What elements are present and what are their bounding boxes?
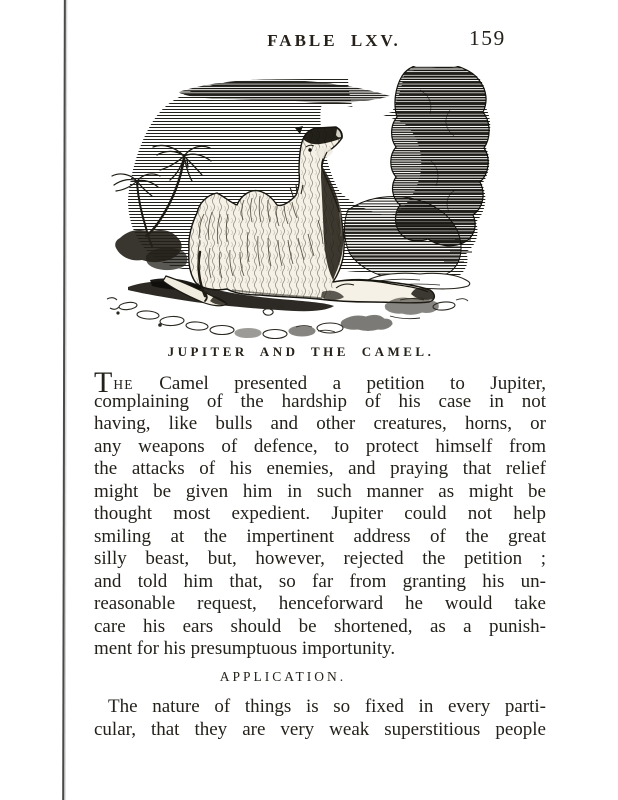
fable-line: any weapons of defence, to protect himself from — [94, 435, 546, 457]
fable-line: smiling at the impertinent address of the great — [94, 525, 546, 547]
fable-line: thought most expedient. Jupiter could not help — [94, 503, 546, 524]
fable-line-text: Camel presented a petition to Jupiter, — [159, 373, 546, 394]
fable-line: silly beast, but, however, rejected the petition ; — [94, 548, 546, 569]
drop-cap: T — [94, 366, 113, 399]
fable-number-heading: FABLE LXV. — [267, 31, 401, 50]
fable-line: complaining of the hardship of his case in not — [94, 390, 546, 412]
fable-line — [94, 366, 546, 399]
fable-line: ment for his presumptuous importunity. — [94, 638, 396, 659]
application-text — [94, 696, 546, 741]
fable-line: care his ears should be shortened, as a punish- — [94, 615, 546, 637]
fable-line: the attacks of his enemies, and praying that relief — [94, 458, 546, 479]
application-line: The nature of things is so fixed in every parti- — [108, 696, 546, 717]
small-caps: HE — [113, 377, 134, 392]
fable-text — [94, 368, 546, 661]
figure-caption: JUPITER AND THE CAMEL. — [167, 344, 435, 359]
fable-line: reasonable request, henceforward he would take — [94, 593, 546, 614]
fable-line: and told him that, so far from granting his un- — [94, 570, 546, 592]
fable-line: might be given him in such manner as might be — [94, 480, 546, 502]
application-heading: APPLICATION. — [219, 669, 347, 684]
camel-engraving — [70, 66, 495, 342]
page-number: 159 — [469, 26, 506, 50]
fable-line: having, like bulls and other creatures, horns, or — [94, 413, 546, 434]
application-line: cular, that they are very weak superstitious people — [94, 718, 546, 740]
